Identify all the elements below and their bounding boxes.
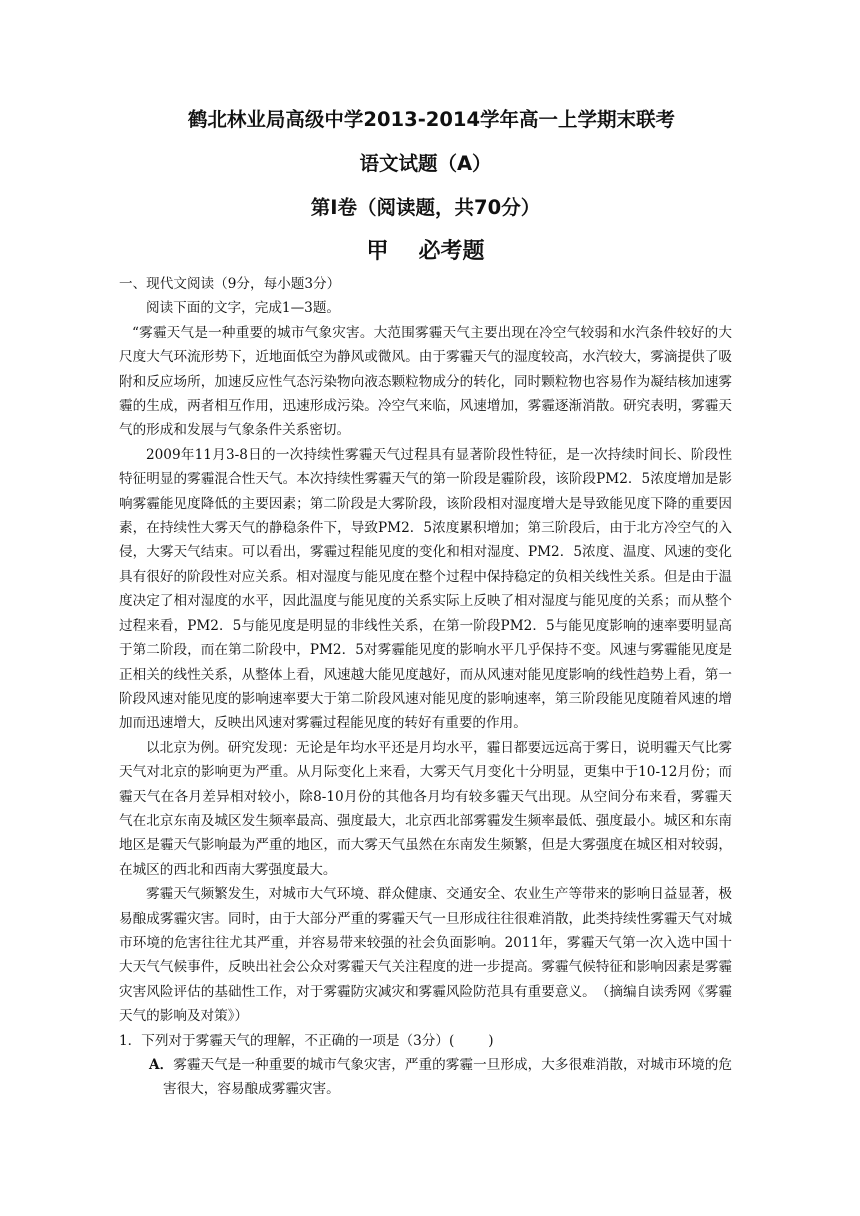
passage-paragraph-1: “雾霾天气是一种重要的城市气象灾害。大范围雾霾天气主要出现在冷空气较弱和水汽条件较好的大尺度大气环流形势下，近地面低空为静风或微风。由于雾霾天气的湿度较高，水汽较大，雾滴提供了吸附和反应场所，加速反应性气态污染物向液态颗粒物成分的转化，同时颗粒物也容易作为凝结核加速雾霾的生成，两者相互作用，迅速形成污染。冷空气来临，风速增加，雾霾逐渐消散。研究表明，雾霾天气的形成和发展与气象条件关系密切。	[119, 324, 732, 439]
question-1-option-a	[119, 1053, 732, 1102]
question-1-stem-text: 1．下列对于雾霾天气的理解，不正确的一项是（3分）(	[119, 1032, 455, 1049]
passage-paragraph-2: 2009年11月3-8日的一次持续性雾霾天气过程具有显著阶段性特征，是一次持续时间长、阶段性特征明显的雾霾混合性天气。本次持续性雾霾天气的第一阶段是霾阶段，该阶段PM2．5浓度增加是影响雾霾能见度降低的主要因素；第二阶段是大雾阶段，该阶段相对湿度增大是导致能见度下降的重要因素，在持续性大雾天气的静稳条件下，导致PM2．5浓度累积增加；第三阶段后，由于北方冷空气的入侵，大雾天气结束。可以看出，雾霾过程能见度的变化和相对湿度、PM2．5浓度、温度、风速的变化具有很好的阶段性对应关系。相对湿度与能见度在整个过程中保持稳定的负相关线性关系。但是由于温度决定了相对湿度的水平，因此温度与能见度的关系实际上反映了相对湿度与能见度的关系；而从整个过程来看，PM2．5与能见度是明显的非线性关系，在第一阶段PM2．5与能见度影响的速率要明显高于第二阶段，而在第二阶段中，PM2．5对雾霾能见度的影响水平几乎保持不变。风速与雾霾能见度是正相关的线性关系，从整体上看，风速越大能见度越好，而从风速对能见度影响的线性趋势上看，第一阶段风速对能见度的影响速率要大于第二阶段风速对能见度的影响速率，第三阶段能见度随着风速的增加而迅速增大，反映出风速对雾霾过程能见度的转好有重要的作用。	[119, 446, 732, 732]
part-title-left: 甲	[366, 239, 389, 264]
option-a-letter: A．	[149, 1057, 174, 1073]
part-title	[119, 238, 732, 266]
volume-title: 第Ⅰ卷（阅读题，共70分）	[310, 196, 541, 219]
section-heading: 一、现代文阅读（9分，每小题3分）	[119, 276, 341, 292]
school-exam-title: 鹤北林业局高级中学2013-2014学年高一上学期末联考	[187, 108, 676, 131]
passage-paragraph-3: 以北京为例。研究发现：无论是年均水平还是月均水平，霾日都要远远高于雾日，说明霾天气比雾天气对北京的影响更为严重。从月际变化上来看，大雾天气月变化十分明显，更集中于10-12月份；而霾天气在各月差异相对较小，除8-10月份的其他各月均有较多霾天气出现。从空间分布来看，雾霾天气在北京东南及城区发生频率最高、强度最大，北京西北部雾霾发生频率最低、强度最小。城区和东南地区是霾天气影响最为严重的地区，而大雾天气虽然在东南发生频繁，但是大雾强度在城区相对较弱，在城区的西北和西南大雾强度最大。	[119, 739, 732, 878]
section-instruction: 阅读下面的文字，完成1—3题。	[146, 300, 341, 317]
question-1-stem	[119, 1029, 732, 1053]
option-a-text: 雾霾天气是一种重要的城市气象灾害，严重的雾霾一旦形成，大多很难消散，对城市环境的危害很大，容易酿成雾霾灾害。	[163, 1057, 732, 1098]
passage-paragraph-4: 雾霾天气频繁发生，对城市大气环境、群众健康、交通安全、农业生产等带来的影响日益显著，极易酿成雾霾灾害。同时，由于大部分严重的雾霾天气一旦形成往往很难消散，此类持续性雾霾天气对城市环境的危害往往尤其严重，并容易带来较强的社会负面影响。2011年，雾霾天气第一次入选中国十大天气气候事件，反映出社会公众对雾霾天气关注程度的进一步提高。雾霾气候特征和影响因素是雾霾灾害风险评估的基础性工作，对于雾霾防灾减灾和雾霾风险防范具有重要意义。 （摘编自读秀网《雾霾天气的影响及对策》）	[119, 886, 732, 1025]
part-title-right: 必考题	[418, 239, 485, 264]
question-1-stem-close: )	[488, 1032, 494, 1049]
paper-title: 语文试题（A）	[359, 152, 492, 175]
